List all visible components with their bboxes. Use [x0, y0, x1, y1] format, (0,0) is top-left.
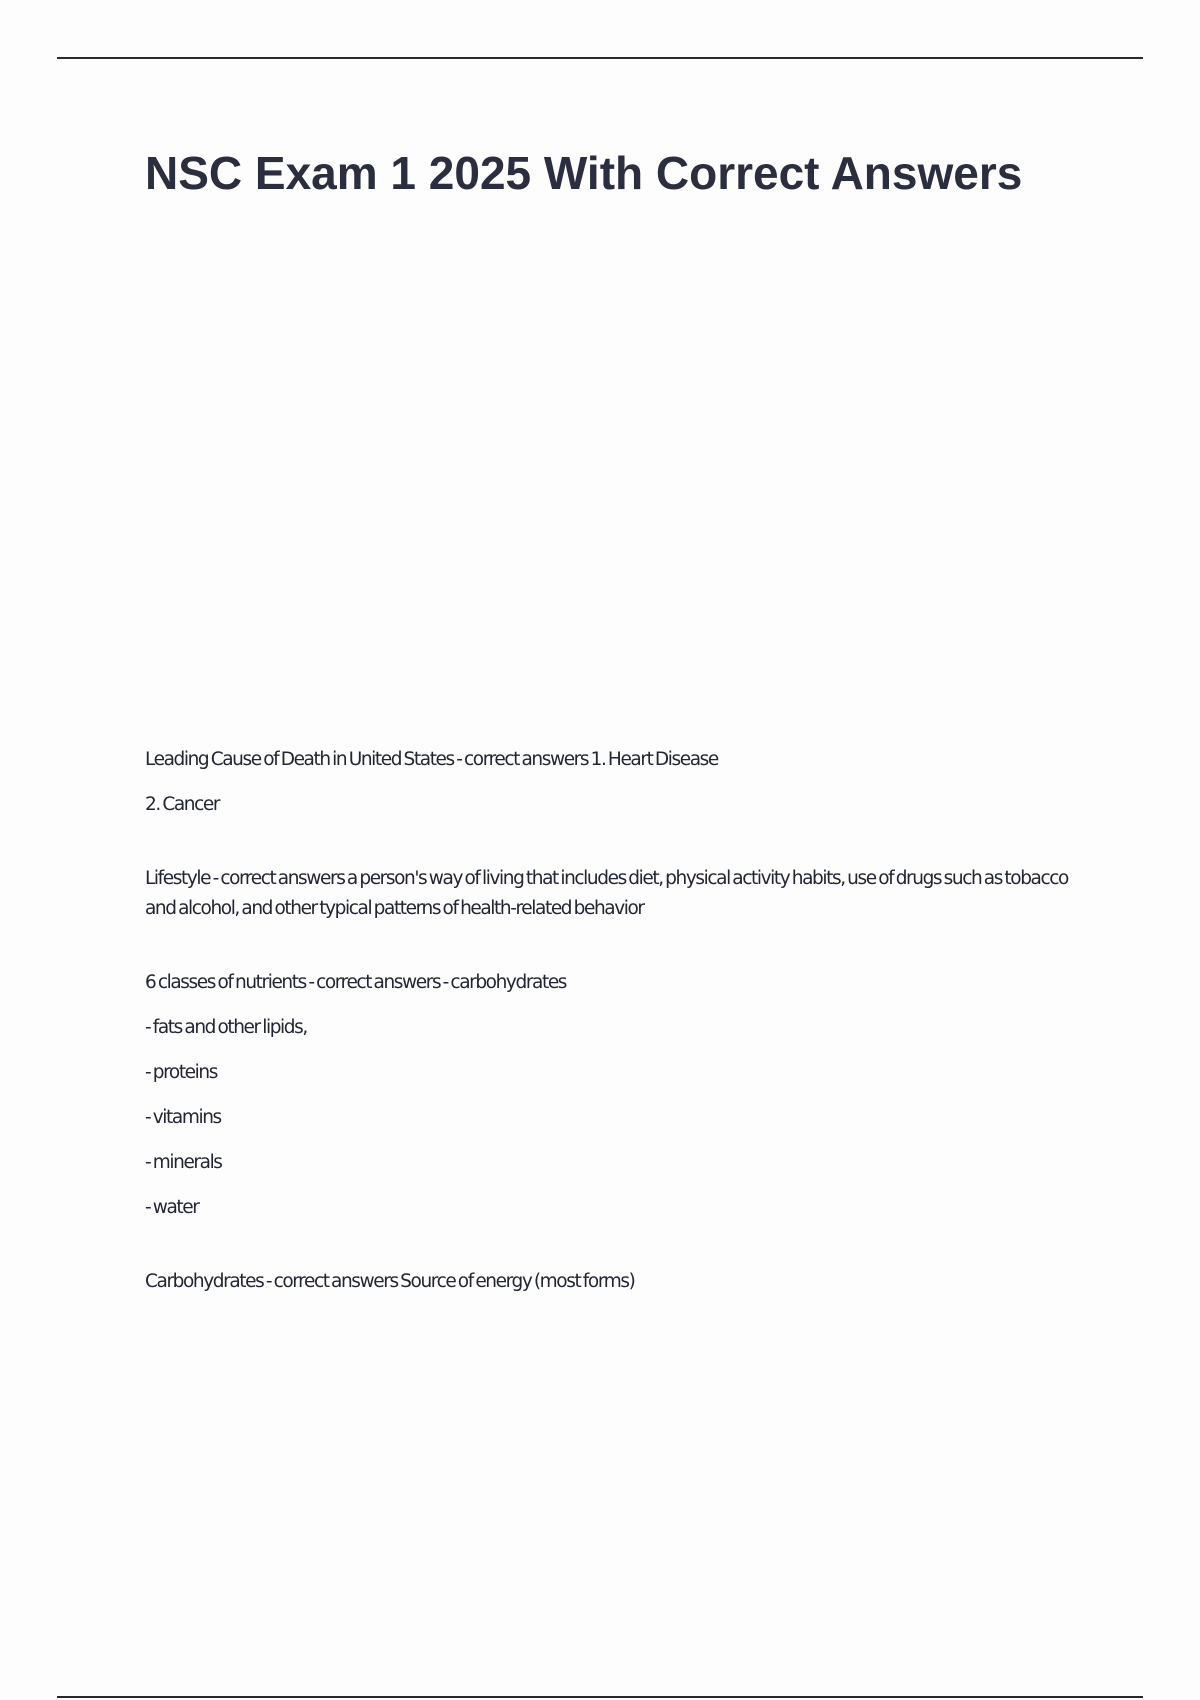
qa-paragraph: Lifestyle - correct answers a person's way of living that includes diet, physical activity habits, use of drugs such as tobacco and alcohol, and other typical patterns of health-related behavior	[145, 868, 1068, 919]
qa-entry-lifestyle	[145, 864, 1075, 924]
qa-line: 6 classes of nutrients - correct answers - carbohydrates	[145, 972, 567, 993]
qa-entry-classes-of-nutrients	[145, 968, 1075, 1223]
qa-line: - fats and other lipids,	[145, 1017, 307, 1038]
document-body	[145, 745, 1075, 1341]
qa-line: Leading Cause of Death in United States - correct answers 1. Heart Disease	[145, 749, 718, 770]
qa-paragraph: Carbohydrates - correct answers Source of energy (most forms)	[145, 1271, 635, 1292]
qa-line: 2. Cancer	[145, 794, 220, 815]
bottom-rule	[57, 1696, 1143, 1698]
page-title: NSC Exam 1 2025 With Correct Answers	[145, 147, 1023, 199]
qa-entry-carbohydrates	[145, 1267, 1075, 1297]
qa-line: - minerals	[145, 1152, 222, 1173]
qa-line: - water	[145, 1197, 199, 1218]
qa-entry-leading-cause-of-death	[145, 745, 1075, 820]
qa-line: - vitamins	[145, 1107, 221, 1128]
qa-line: - proteins	[145, 1062, 217, 1083]
top-rule	[57, 57, 1143, 59]
